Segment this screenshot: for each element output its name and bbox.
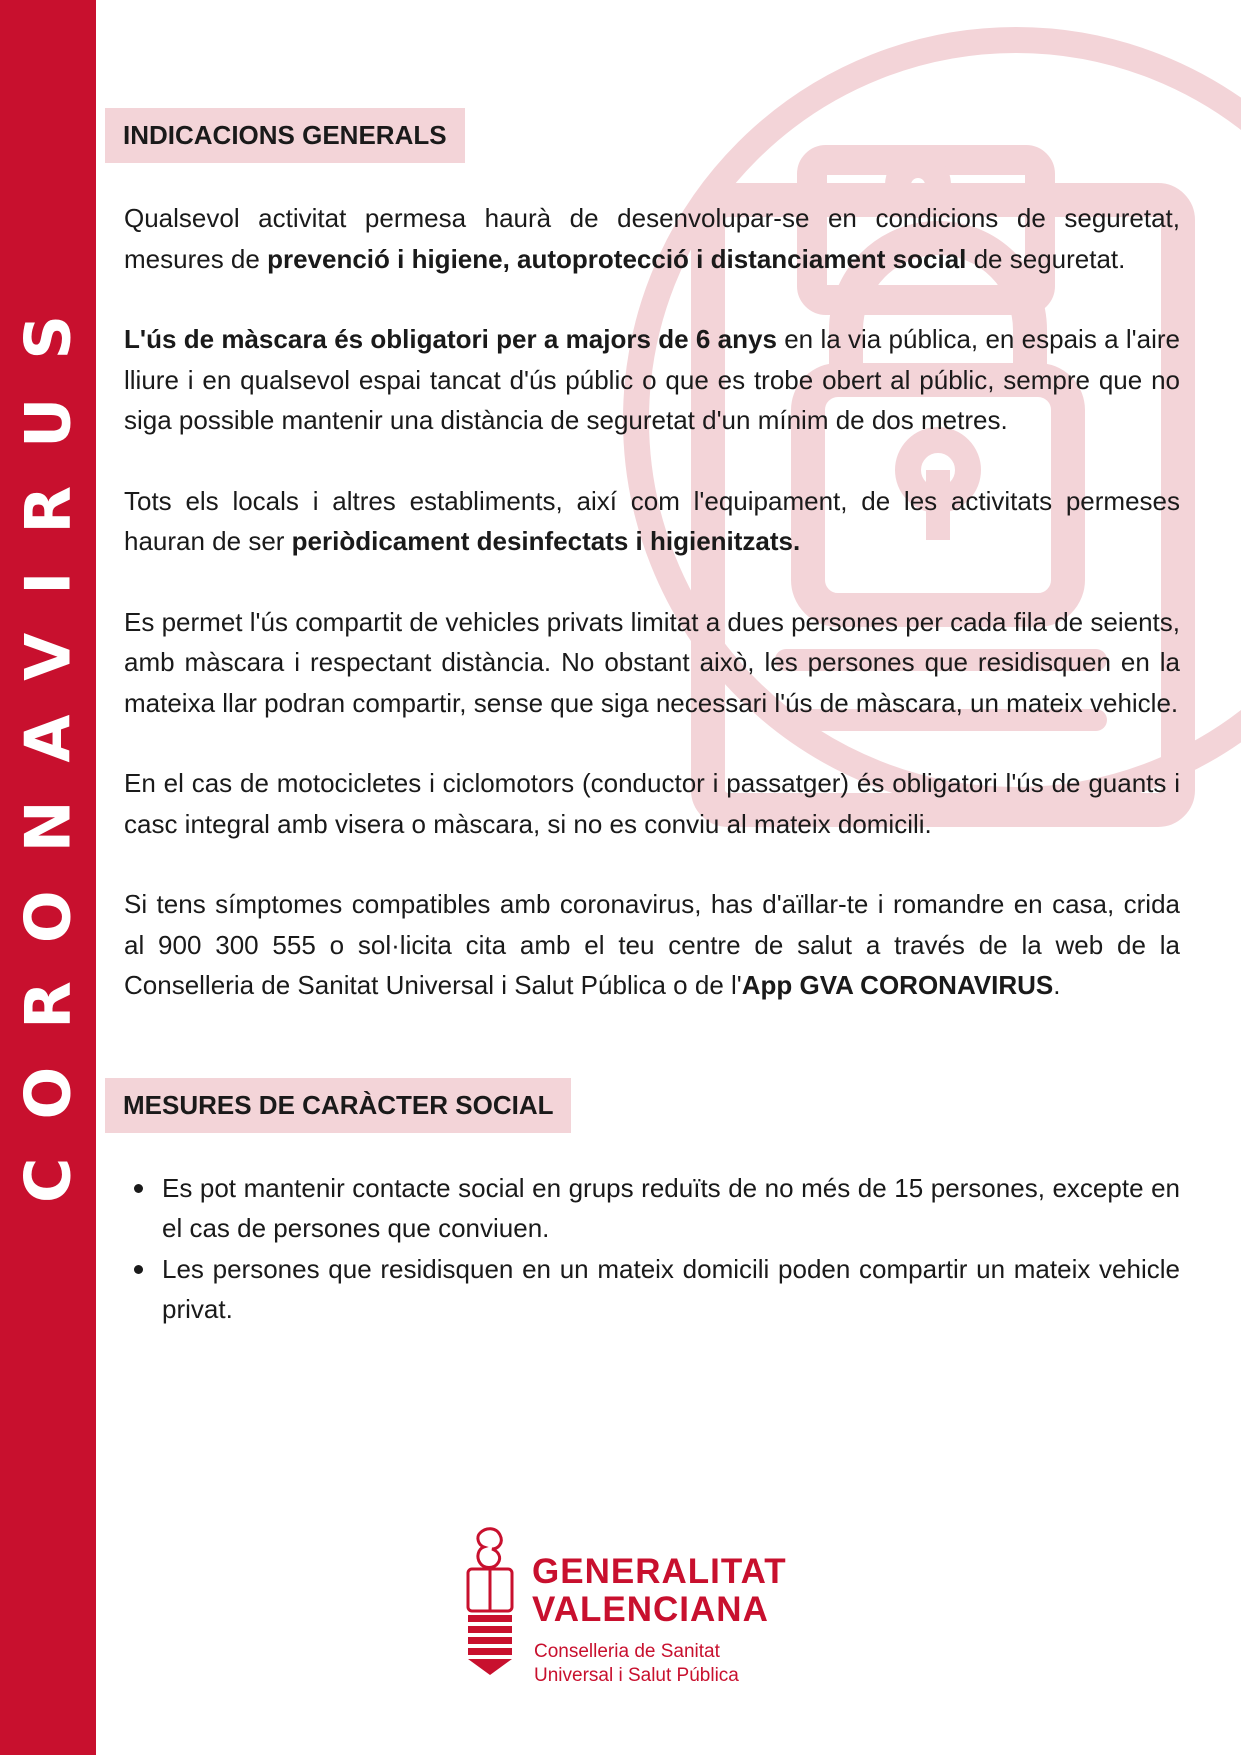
paragraph-shared-vehicles: Es permet l'ús compartit de vehicles privats limitat a dues persones per cada fila de seients, amb màscara i respectant distància. No obstant això, les persones que residisquen en la mateixa llar podran compartir, sense que siga necessari l'ús de màscara, un mateix vehicle. — [124, 606, 1180, 718]
list-item-text: Les persones que residisquen en un mateix domicili poden compartir un mateix vehicle privat. — [162, 1253, 1180, 1324]
paragraph-safety-conditions — [124, 198, 1180, 279]
sidebar-title: CORONAVIRUS — [11, 276, 85, 1204]
list-item — [124, 1249, 1180, 1330]
bullet-icon — [134, 1184, 143, 1193]
paragraph-mask-mandatory — [124, 319, 1180, 441]
paragraph-symptoms — [124, 884, 1180, 1006]
paragraph-motorcycles: En el cas de motocicletes i ciclomotors (conductor i passatger) és obligatori l'ús de guants i casc integral amb visera o màscara, si no es conviu al mateix domicili. — [124, 768, 1180, 839]
social-measures-list — [124, 1168, 1180, 1330]
text-run: de seguretat. — [966, 243, 1126, 274]
bold-run: App GVA CORONAVIRUS — [741, 970, 1054, 1000]
text-run: Si tens símptomes compatibles amb coronavirus, has d'aïllar-te i romandre en casa, crida al 900 300 555 o sol·licita cita amb el teu centre de salut a través de la web de la Conselleria de Sanitat Universal i Salut Pública o de l' — [124, 889, 1180, 1000]
logo-subtitle-line1: Conselleria de Sanitat — [534, 1641, 720, 1662]
logo-subtitle-line2: Universal i Salut Pública — [534, 1665, 739, 1686]
generalitat-logo — [462, 1525, 787, 1686]
coat-of-arms-icon — [462, 1525, 524, 1675]
bold-run: periòdicament desinfectats i higienitzats. — [291, 526, 801, 556]
paragraph-disinfection — [124, 481, 1180, 562]
text-run: Qualsevol activitat permesa haurà de desenvolupar-se en condicions de seguretat, mesures de — [124, 203, 1180, 274]
text-run: Tots els locals i altres establiments, així com l'equipament, de les activitats permeses hauran de ser — [124, 485, 1180, 556]
bullet-icon — [134, 1265, 143, 1274]
sidebar-band — [0, 0, 96, 1755]
text-run: en la via pública, en espais a l'aire lliure i en qualsevol espai tancat d'ús públic o que es trobe obert al públic, sempre que no siga possible mantenir una distància de seguretat d'un mínim de dos metres. — [124, 324, 1180, 435]
list-item-text: Es pot mantenir contacte social en grups reduïts de no més de 15 persones, excepte en el cas de persones que conviuen. — [162, 1172, 1180, 1243]
section-heading-social: MESURES DE CARÀCTER SOCIAL — [105, 1078, 571, 1133]
main-content — [124, 108, 1180, 1330]
text-run: . — [1053, 970, 1061, 1000]
section-heading-general: INDICACIONS GENERALS — [105, 108, 465, 163]
logo-subtitle — [534, 1640, 739, 1688]
logo-title-line2: VALENCIANA — [532, 1590, 769, 1629]
bold-run: prevenció i higiene, autoprotecció i distanciament social — [267, 243, 967, 274]
logo-title-line1: GENERALITAT — [532, 1552, 787, 1591]
list-item — [124, 1168, 1180, 1249]
bold-run: L'ús de màscara és obligatori per a majors de 6 anys — [124, 324, 777, 354]
logo-title — [532, 1553, 787, 1629]
